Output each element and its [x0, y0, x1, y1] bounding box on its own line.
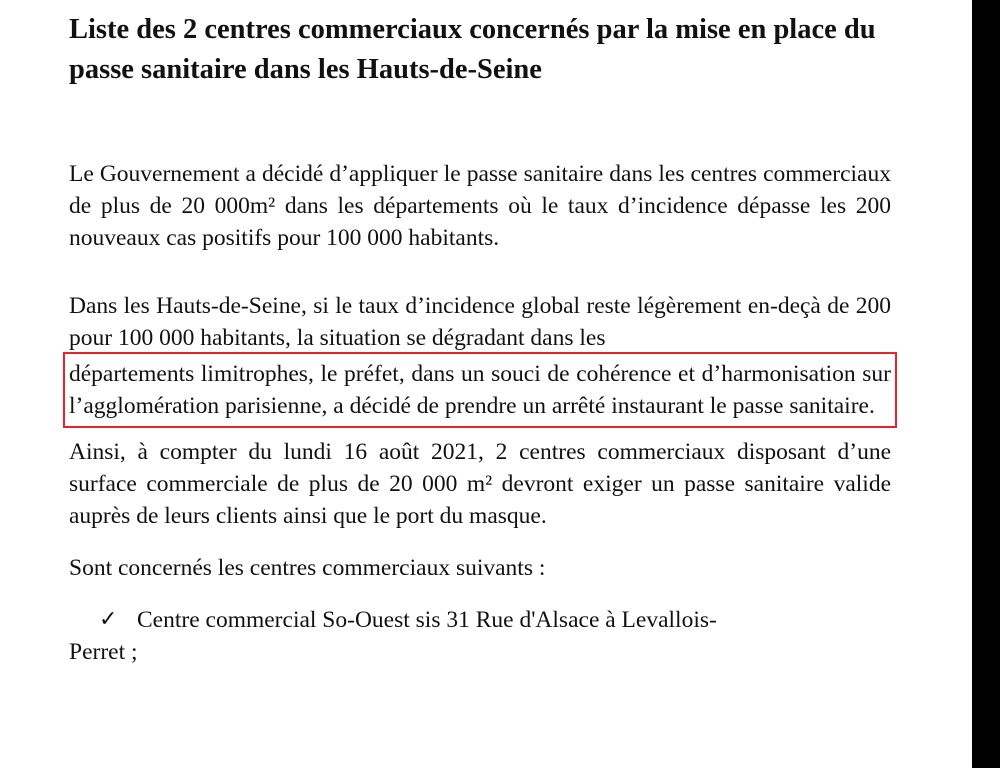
document-content — [69, 10, 891, 668]
paragraph-concernes: Sont concernés les centres commerciaux suivants : — [69, 555, 546, 581]
list-item-text-line2: Perret ; — [69, 639, 138, 665]
paragraph-hauts-de-seine — [69, 290, 891, 422]
right-edge-bar — [972, 0, 1000, 768]
list-item-text-line1: Centre commercial So-Ouest sis 31 Rue d'Alsace à Levallois- — [137, 607, 717, 633]
document-title: Liste des 2 centres commerciaux concernés par la mise en place du passe sanitaire dans les Hauts-de-Seine — [69, 14, 876, 85]
highlighted-passage: départements limitrophes, le préfet, dans un souci de cohérence et d’harmonisation sur l’agglomération parisienne, a décidé de prendre un arrêté instaurant le passe sanitaire. — [69, 358, 891, 422]
mall-list — [69, 604, 891, 668]
list-item — [69, 604, 891, 668]
paragraph-hauts-de-seine-start: Dans les Hauts-de-Seine, si le taux d’incidence global reste légèrement en-deçà de 200 pour 100 000 habitants, la situation se dégradant dans les — [69, 293, 891, 351]
paragraph-intro: Le Gouvernement a décidé d’appliquer le passe sanitaire dans les centres commerciaux de plus de 20 000m² dans les départements où le taux d’incidence dépasse les 200 nouveaux cas positifs pour 100 000 habitants. — [69, 161, 891, 251]
paragraph-ainsi: Ainsi, à compter du lundi 16 août 2021, 2 centres commerciaux disposant d’une surface commerciale de plus de 20 000 m² devront exiger un passe sanitaire valide auprès de leurs clients ainsi que le port du masque. — [69, 439, 891, 529]
checkmark-icon: ✓ — [99, 607, 118, 632]
